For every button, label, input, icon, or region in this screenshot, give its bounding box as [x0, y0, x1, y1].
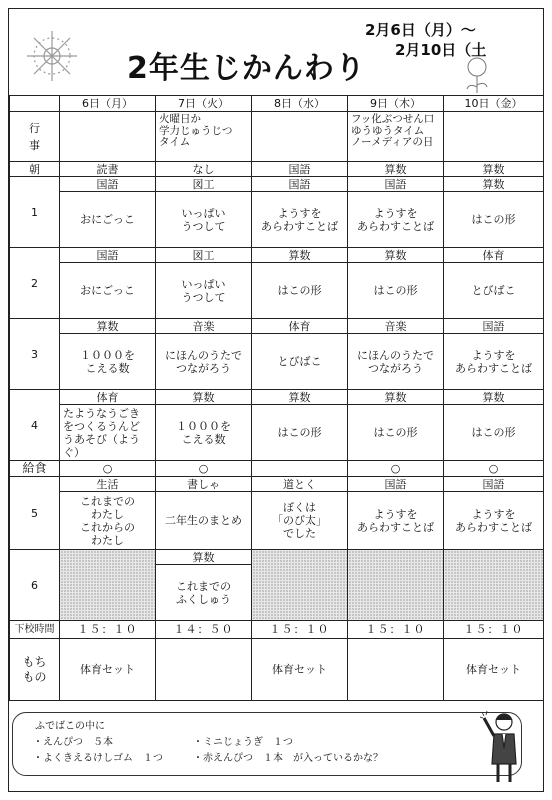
day-header: 7日（火） — [156, 96, 252, 112]
period-subject-row — [10, 319, 544, 334]
lesson-cell: いっぱい うつして — [156, 192, 252, 248]
subject-cell: 音楽 — [348, 319, 444, 334]
lesson-cell: 二年生のまとめ — [156, 492, 252, 550]
event-cell — [444, 112, 544, 162]
dismissal-row — [10, 621, 544, 639]
header — [9, 9, 543, 95]
belongings-cell: 体育セット — [252, 639, 348, 701]
no-class-cell — [60, 550, 156, 621]
period-lesson-row — [10, 492, 544, 550]
period-label: 1 — [10, 177, 60, 248]
day-header-row — [10, 96, 544, 112]
lesson-cell: はこの形 — [444, 405, 544, 461]
lunch-cell: ○ — [156, 461, 252, 477]
lesson-cell: ぼくは 「のび太」 でした — [252, 492, 348, 550]
period-subject-row — [10, 390, 544, 405]
subject-cell: 算数 — [348, 248, 444, 263]
lesson-cell: はこの形 — [252, 405, 348, 461]
belongings-cell: 体育セット — [60, 639, 156, 701]
row-label-lunch: 給食 — [10, 461, 60, 477]
subject-cell: 体育 — [60, 390, 156, 405]
subject-cell: 国語 — [60, 177, 156, 192]
event-cell: フッ化ぶつせん口 ゆうゆうタイム ノーメディアの日 — [348, 112, 444, 162]
subject-cell: 国語 — [444, 319, 544, 334]
subject-cell: 算数 — [444, 390, 544, 405]
dismissal-time: １５：１０ — [444, 621, 544, 639]
lesson-cell: おにごっこ — [60, 192, 156, 248]
day-header: 10日（金） — [444, 96, 544, 112]
day-header: 9日（木） — [348, 96, 444, 112]
subject-cell: 算数 — [60, 319, 156, 334]
teacher-illustration-icon — [478, 708, 524, 784]
period-label: 4 — [10, 390, 60, 461]
snowflake-illustration-icon — [23, 27, 81, 85]
subject-cell: 国語 — [60, 248, 156, 263]
no-class-cell — [348, 550, 444, 621]
belongings-row — [10, 639, 544, 701]
subject-cell: 体育 — [252, 319, 348, 334]
subject-cell: 算数 — [252, 248, 348, 263]
period-subject-row — [10, 477, 544, 492]
period-subject-row — [10, 248, 544, 263]
lesson-cell: ようすを あらわすことば — [348, 192, 444, 248]
lesson-cell: ようすを あらわすことば — [252, 192, 348, 248]
schedule-sheet — [8, 8, 544, 792]
subject-cell: 算数 — [156, 390, 252, 405]
belongings-cell: 体育セット — [444, 639, 544, 701]
subject-cell: 算数 — [156, 550, 252, 565]
row-label-belongings: もち もの — [10, 639, 60, 701]
subject-cell: 国語 — [348, 177, 444, 192]
period-lesson-row — [10, 192, 544, 248]
day-header: 6日（月） — [60, 96, 156, 112]
period-label: 6 — [10, 550, 60, 621]
row-label-dismissal: 下校時間 — [10, 621, 60, 639]
morning-cell: 読書 — [60, 162, 156, 177]
lunch-cell — [252, 461, 348, 477]
morning-row — [10, 162, 544, 177]
lesson-cell: はこの形 — [444, 192, 544, 248]
lesson-cell: おにごっこ — [60, 263, 156, 319]
lesson-cell: これまでの ふくしゅう — [156, 565, 252, 621]
morning-cell: 算数 — [444, 162, 544, 177]
period-label: 3 — [10, 319, 60, 390]
page-title: 2年生じかんわり — [127, 51, 366, 86]
lesson-cell: １０００を こえる数 — [60, 334, 156, 390]
lunch-cell: ○ — [444, 461, 544, 477]
reminder-item: ・ミニじょうぎ １つ — [193, 737, 293, 748]
lesson-cell: これまでの わたし これからの わたし — [60, 492, 156, 550]
period-subject-row — [10, 177, 544, 192]
lesson-cell: はこの形 — [252, 263, 348, 319]
reminder-item: ・よくきえるけしゴム １つ — [33, 753, 163, 764]
lesson-cell: １０００を こえる数 — [156, 405, 252, 461]
period-label: 2 — [10, 248, 60, 319]
period-subject-row — [10, 550, 544, 565]
dismissal-time: １４：５０ — [156, 621, 252, 639]
lesson-cell: はこの形 — [348, 405, 444, 461]
subject-cell: 国語 — [444, 477, 544, 492]
period-lesson-row — [10, 263, 544, 319]
lesson-cell: とびばこ — [252, 334, 348, 390]
subject-cell: 国語 — [348, 477, 444, 492]
lesson-cell: ようすを あらわすことば — [444, 492, 544, 550]
reminder-item: ・赤えんぴつ １本 が入っているかな？ — [193, 753, 383, 764]
row-label-morning: 朝 — [10, 162, 60, 177]
no-class-cell — [444, 550, 544, 621]
lesson-cell: たようなうごき をつくるうんど うあそび（よう ぐ） — [60, 405, 156, 461]
belongings-cell — [156, 639, 252, 701]
lesson-cell: にほんのうたで つながろう — [156, 334, 252, 390]
subject-cell: 算数 — [348, 390, 444, 405]
morning-cell: 算数 — [348, 162, 444, 177]
event-cell: 火曜日か 学力じゅうじつ タイム — [156, 112, 252, 162]
dismissal-time: １５：１０ — [348, 621, 444, 639]
lesson-cell: いっぱい うつして — [156, 263, 252, 319]
subject-cell: 書しゃ — [156, 477, 252, 492]
subject-cell: 図工 — [156, 177, 252, 192]
date-range-end: 2月10日（土 — [395, 41, 487, 59]
dismissal-time: １５：１０ — [252, 621, 348, 639]
period-lesson-row — [10, 334, 544, 390]
event-row — [10, 112, 544, 162]
period-label: 5 — [10, 477, 60, 550]
dismissal-time: １５：１０ — [60, 621, 156, 639]
corner-cell — [10, 96, 60, 112]
subject-cell: 国語 — [252, 177, 348, 192]
event-cell — [60, 112, 156, 162]
reminder-title: ふでばこの中に — [35, 721, 105, 732]
period-lesson-row — [10, 405, 544, 461]
lunch-row — [10, 461, 544, 477]
dandelion-illustration-icon — [457, 53, 497, 93]
subject-cell: 生活 — [60, 477, 156, 492]
subject-cell: 図工 — [156, 248, 252, 263]
day-header: 8日（水） — [252, 96, 348, 112]
belongings-cell — [348, 639, 444, 701]
pencil-case-reminder — [12, 712, 522, 776]
reminder-item: ・えんぴつ ５本 — [33, 737, 113, 748]
timetable — [9, 95, 544, 701]
subject-cell: 算数 — [252, 390, 348, 405]
subject-cell: 道とく — [252, 477, 348, 492]
date-range-start: 2月6日（月）～ — [365, 21, 476, 39]
lunch-cell: ○ — [60, 461, 156, 477]
lesson-cell: ようすを あらわすことば — [348, 492, 444, 550]
lesson-cell: とびばこ — [444, 263, 544, 319]
subject-cell: 音楽 — [156, 319, 252, 334]
lesson-cell: はこの形 — [348, 263, 444, 319]
morning-cell: 国語 — [252, 162, 348, 177]
no-class-cell — [252, 550, 348, 621]
subject-cell: 体育 — [444, 248, 544, 263]
morning-cell: なし — [156, 162, 252, 177]
lesson-cell: ようすを あらわすことば — [444, 334, 544, 390]
event-cell — [252, 112, 348, 162]
lunch-cell: ○ — [348, 461, 444, 477]
subject-cell: 算数 — [444, 177, 544, 192]
lesson-cell: にほんのうたで つながろう — [348, 334, 444, 390]
row-label-events: 行 事 — [10, 112, 60, 162]
